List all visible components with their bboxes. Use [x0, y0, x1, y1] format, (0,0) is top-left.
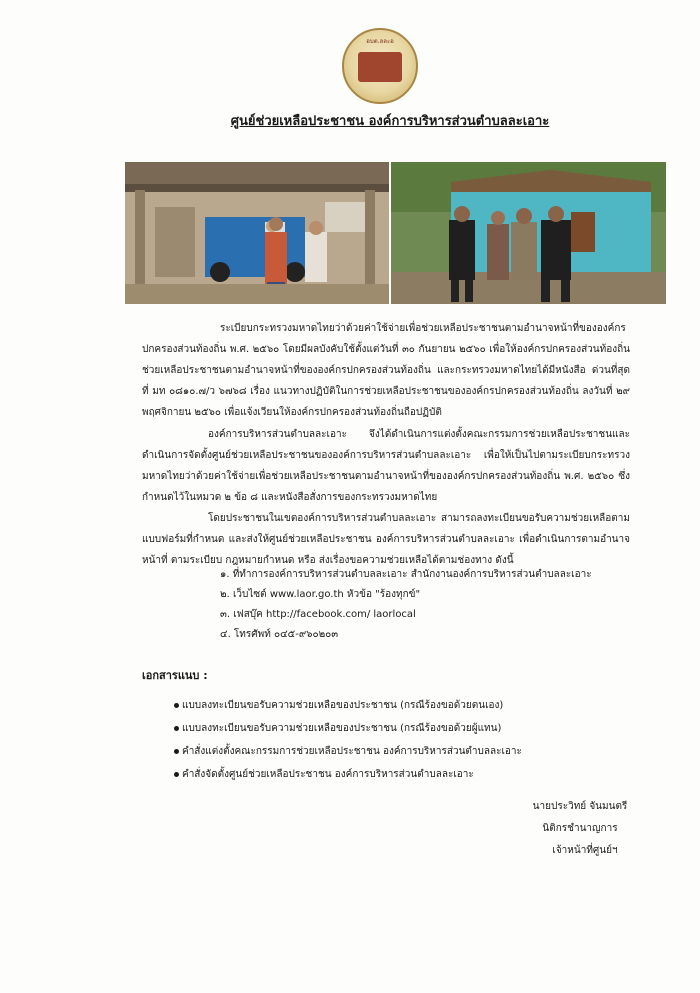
- attachment-item: แบบลงทะเบียนขอรับความช่วยเหลือของประชาชน (กรณีร้องขอด้วยผู้แทน): [142, 717, 522, 740]
- channel-facebook: ๓. เฟสบุ๊ค http://facebook.com/ laorlocal: [220, 609, 416, 620]
- signature-role: เจ้าหน้าที่ศูนย์ฯ: [552, 845, 618, 856]
- paragraph-committee: องค์การบริหารส่วนตำบลละเอาะ จึงได้ดำเนินการแต่งตั้งคณะกรรมการช่วยเหลือประชาชนและดำเนินการจัดตั้งศูนย์ช่วยเหลือประชาชนขององค์การบริหารส่วนตำบลละเอาะ เพื่อให้เป็นไปตามระเบียบกระทรวงมหาดไทยว่าด้วยค่าใช้จ่ายเพื่อช่วยเหลือประชาชนตามอำนาจหน้าที่ขององค์กรปกครองส่วนท้องถิ่น พ.ศ. ๒๕๖๐ ซึ่งกำหนดไว้ในหมวด ๒ ข้อ ๘ และหนังสือสั่งการของกระทรวงมหาดไทย: [142, 429, 630, 503]
- bullet-icon: [174, 726, 179, 731]
- seal-text: อบต.ลละอ: [366, 38, 394, 45]
- photo-officials-group: [391, 162, 666, 304]
- bullet-icon: [174, 703, 179, 708]
- bullet-icon: [174, 749, 179, 754]
- paragraph-regulation: ระเบียบกระทรวงมหาดไทยว่าด้วยค่าใช้จ่ายเพื่อช่วยเหลือประชาชนตามอำนาจหน้าที่ขององค์กรปกครองส่วนท้องถิ่น พ.ศ. ๒๕๖๐ โดยมีผลบังคับใช้ตั้งแต่วันที่ ๓๐ กันยายน ๒๕๖๐ เพื่อให้องค์กรปกครองส่วนท้องถิ่นช่วยเหลือประชาชนตามอำนาจหน้าที่ขององค์กรปกครองส่วนท้องถิ่น และกระทรวงมหาดไทยได้มีหนังสือ ด่วนที่สุด ที่ มท ๐๘๑๐.๗/ว ๖๗๖๘ เรื่อง แนวทางปฏิบัติในการช่วยเหลือประชาชนขององค์กรปกครองส่วนท้องถิ่น ลงวันที่ ๒๙ พฤศจิกายน ๒๕๖๐ เพื่อแจ้งเวียนให้องค์กรปกครองส่วนท้องถิ่นถือปฏิบัติ: [142, 323, 630, 418]
- signature-position: นิติกรชำนาญการ: [542, 823, 618, 834]
- bullet-icon: [174, 772, 179, 777]
- channel-phone: ๔. โทรศัพท์ ๐๔๕-๙๖๐๒๐๓: [220, 629, 339, 640]
- channel-website: ๒. เว็บไซต์ www.laor.go.th หัวข้อ "ร้องทุกข์": [220, 589, 421, 600]
- attachment-item: คำสั่งจัดตั้งศูนย์ช่วยเหลือประชาชน องค์การบริหารส่วนตำบลละเอาะ: [142, 763, 522, 786]
- attachment-item: คำสั่งแต่งตั้งคณะกรรมการช่วยเหลือประชาชน องค์การบริหารส่วนตำบลละเอาะ: [142, 740, 522, 763]
- paragraph-registration: โดยประชาชนในเขตองค์การบริหารส่วนตำบลละเอาะ สามารถลงทะเบียนขอรับความช่วยเหลือตามแบบฟอร์มที่กำหนด และส่งให้ศูนย์ช่วยเหลือประชาชน องค์การบริหารส่วนตำบลละเอาะ เพื่อดำเนินการตามอำนาจหน้าที่ ตามระเบียบ กฎหมายกำหนด หรือ ส่งเรื่องขอความช่วยเหลือได้ตามช่องทาง ดังนี้: [142, 513, 630, 566]
- channel-office: ๑. ที่ทำการองค์การบริหารส่วนตำบลละเอาะ สำนักงานองค์การบริหารส่วนตำบลละเอาะ: [220, 569, 592, 580]
- seal-emblem: [358, 52, 402, 82]
- organization-seal-logo: [342, 28, 418, 104]
- page-title: ศูนย์ช่วยเหลือประชาชน องค์การบริหารส่วนตำบลละเอาะ: [230, 114, 550, 129]
- attachments-list: [142, 694, 522, 786]
- attachment-item: แบบลงทะเบียนขอรับความช่วยเหลือของประชาชน (กรณีร้องขอด้วยตนเอง): [142, 694, 522, 717]
- signature-name: นายประวิทย์ จันมนตรี: [532, 801, 628, 812]
- photo-home-visit: [125, 162, 389, 304]
- attachments-heading: เอกสารแนบ :: [142, 669, 208, 682]
